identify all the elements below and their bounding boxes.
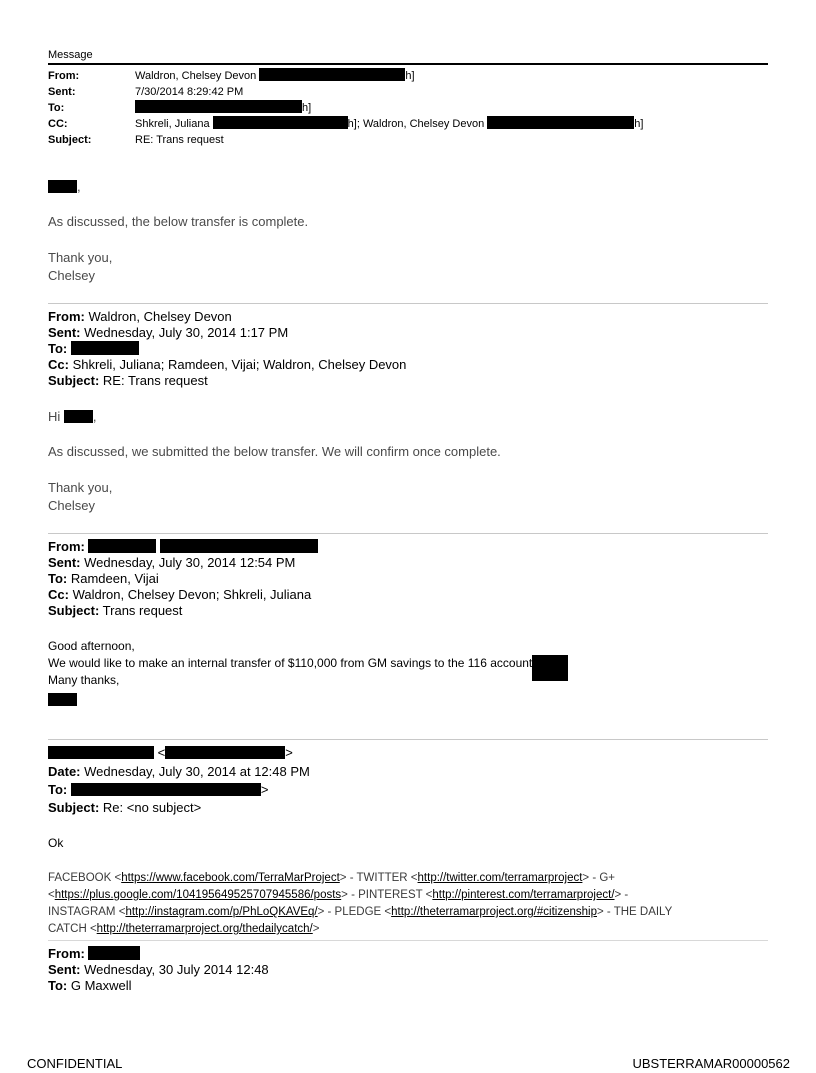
redaction-bar <box>532 655 568 681</box>
header-sent-value: 7/30/2014 8:29:42 PM <box>135 86 244 98</box>
redaction-bar <box>71 341 139 355</box>
message-title: Message <box>48 49 93 61</box>
header-subject-label: Subject: <box>48 134 92 146</box>
redaction-bar <box>213 116 348 129</box>
q3-subject: Subject: Re: <no subject> <box>48 800 202 815</box>
q2-greeting: Good afternoon, <box>48 639 135 653</box>
redaction-bar <box>71 783 261 796</box>
header-cc-label: CC: <box>48 118 68 130</box>
separator <box>48 303 768 304</box>
q2-signature <box>48 691 77 709</box>
dailycatch-link[interactable]: http://theterramarproject.org/thedailycatch/ <box>96 923 313 935</box>
q3-to: To: > <box>48 782 269 797</box>
separator <box>48 940 768 941</box>
q3-gt: > <box>285 745 293 760</box>
q1-body: As discussed, we submitted the below transfer. We will confirm once complete. <box>48 444 501 459</box>
twitter-link[interactable]: http://twitter.com/terramarproject <box>417 872 583 884</box>
instagram-link[interactable]: http://instagram.com/p/PhLoQKAVEq/ <box>125 906 318 918</box>
msg1-thanks: Thank you, <box>48 250 113 265</box>
pinterest-link[interactable]: http://pinterest.com/terramarproject/ <box>432 889 615 901</box>
q3-from-line <box>48 745 293 761</box>
q1-salutation <box>48 408 97 426</box>
q1-from: From: Waldron, Chelsey Devon <box>48 309 232 324</box>
redaction-bar <box>48 693 77 706</box>
facebook-link[interactable]: https://www.facebook.com/TerraMarProject <box>121 872 340 884</box>
header-cc-name: Shkreli, Juliana <box>135 118 210 130</box>
pledge-link[interactable]: http://theterramarproject.org/#citizenship <box>391 906 597 918</box>
q2-thanks: Many thanks, <box>48 673 120 687</box>
q1-subject: Subject: RE: Trans request <box>48 373 208 388</box>
q4-sent: Sent: Wednesday, 30 July 2014 12:48 <box>48 962 269 977</box>
q2-subject: Subject: Trans request <box>48 603 183 618</box>
redaction-bar <box>64 410 93 423</box>
q4-to: To: G Maxwell <box>48 978 132 993</box>
redaction-bar <box>259 68 405 81</box>
q1-comma: , <box>92 409 97 424</box>
q2-body-text: We would like to make an internal transfer of $110,000 from GM savings to the 116 account <box>48 656 533 670</box>
header-cc-mid: h]; Waldron, Chelsey Devon <box>347 118 485 130</box>
footer-bates-number: UBSTERRAMAR00000562 <box>632 1056 790 1071</box>
msg1-salutation <box>48 178 81 196</box>
q1-signature: Chelsey <box>48 498 95 513</box>
q1-to: To: <box>48 341 139 357</box>
separator <box>48 533 768 534</box>
q2-body <box>48 655 568 681</box>
q3-social-line-3: INSTAGRAM <http://instagram.com/p/PhLoQKAVEq/> - PLEDGE <http://theterramarproject.org/#citizenship> - THE DAILY <box>48 906 673 918</box>
q2-from: From: <box>48 539 318 555</box>
q3-lt: < <box>157 745 166 760</box>
header-from-label: From: <box>48 70 80 82</box>
header-from-name: Waldron, Chelsey Devon <box>135 70 257 82</box>
redaction-bar <box>48 746 154 759</box>
q1-thanks: Thank you, <box>48 480 113 495</box>
header-from-tail: h] <box>405 70 415 82</box>
msg1-body: As discussed, the below transfer is complete. <box>48 214 309 229</box>
q4-from: From: <box>48 946 140 962</box>
footer-confidential: CONFIDENTIAL <box>27 1056 123 1071</box>
header-subject-value: RE: Trans request <box>135 134 224 146</box>
redaction-bar <box>487 116 634 129</box>
redaction-bar <box>88 946 140 960</box>
gplus-link[interactable]: https://plus.google.com/104195649525707945586/posts <box>54 889 342 901</box>
header-to-value <box>135 100 311 116</box>
header-cc-tail: h] <box>634 118 644 130</box>
redaction-bar <box>165 746 285 759</box>
header-to-tail: h] <box>302 102 312 114</box>
header-to-label: To: <box>48 102 65 114</box>
q2-sent: Sent: Wednesday, July 30, 2014 12:54 PM <box>48 555 296 570</box>
header-rule <box>48 63 768 65</box>
q1-sent: Sent: Wednesday, July 30, 2014 1:17 PM <box>48 325 289 340</box>
q3-social-line-4: CATCH <http://theterramarproject.org/thedailycatch/> <box>48 923 320 935</box>
separator <box>48 739 768 740</box>
msg1-comma: , <box>77 179 81 194</box>
q2-cc: Cc: Waldron, Chelsey Devon; Shkreli, Juliana <box>48 587 312 602</box>
redaction-bar <box>48 180 77 193</box>
header-from-value <box>135 68 415 84</box>
header-cc-value <box>135 116 643 132</box>
redaction-bar <box>135 100 302 113</box>
q1-cc: Cc: Shkreli, Juliana; Ramdeen, Vijai; Waldron, Chelsey Devon <box>48 357 407 372</box>
msg1-signature: Chelsey <box>48 268 95 283</box>
header-sent-label: Sent: <box>48 86 76 98</box>
q1-hi: Hi <box>48 409 61 424</box>
redaction-bar <box>88 539 156 553</box>
q2-to: To: Ramdeen, Vijai <box>48 571 159 586</box>
q3-body: Ok <box>48 836 64 850</box>
q3-social-line-2: <https://plus.google.com/104195649525707945586/posts> - PINTEREST <http://pinterest.com/terramarproject/> - <box>48 889 629 901</box>
q3-social-line-1: FACEBOOK <https://www.facebook.com/TerraMarProject> - TWITTER <http://twitter.com/terramarproject> - G+ <box>48 872 616 884</box>
q3-date: Date: Wednesday, July 30, 2014 at 12:48 PM <box>48 764 310 779</box>
q3-to-gt: > <box>260 782 269 797</box>
redaction-bar <box>160 539 318 553</box>
